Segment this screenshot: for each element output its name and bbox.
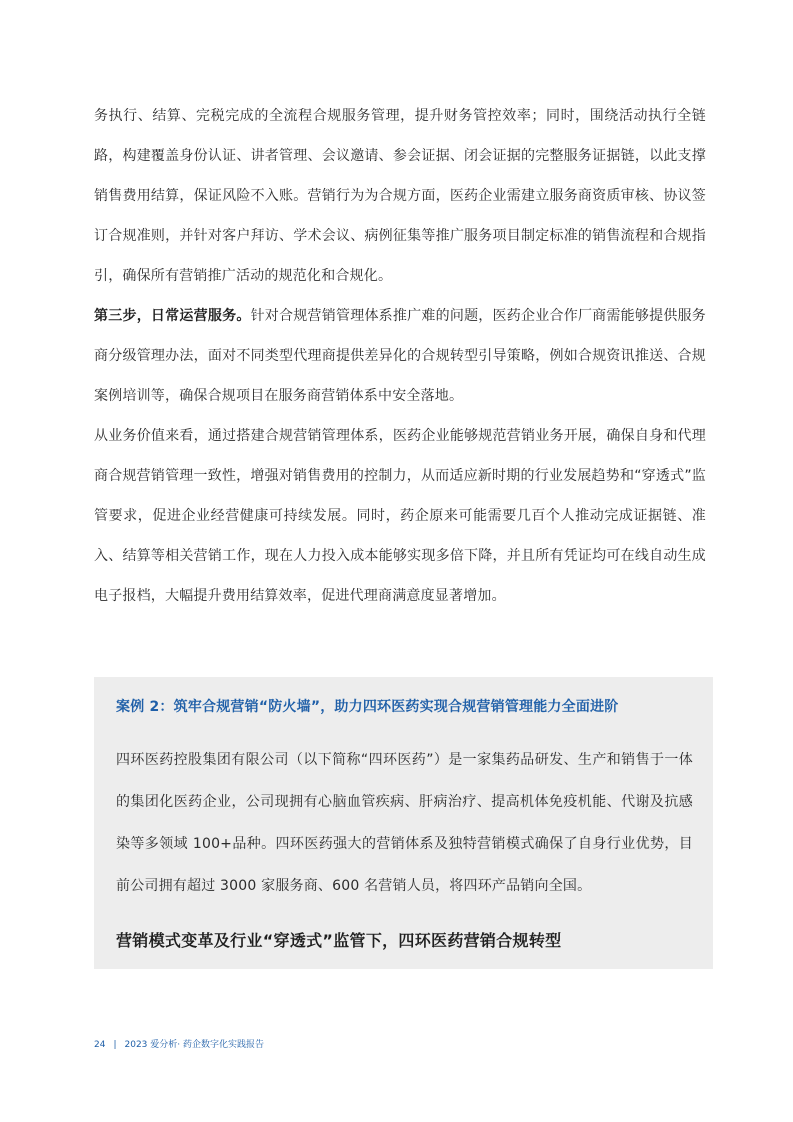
step-three-heading: 第三步，日常运营服务。 [94,308,251,324]
paragraph-step-three [94,296,706,416]
case-study-body: 四环医药控股集团有限公司（以下简称“四环医药”）是一家集药品研发、生产和销售于一体的集团化医药企业，公司现拥有心脑血管疾病、肝病治疗、提高机体免疫机能、代谢及抗感染等多领域 100+品种。四环医药强大的营销体系及独特营销模式确保了自身行业优势，目前公司拥有超过 3000 家服务商、600 名营销人员，将四环产品销向全国。 [116,752,693,894]
case-study-subheading: 营销模式变革及行业“穿透式”监管下，四环医药营销合规转型 [116,931,562,950]
case-study-title: 案例 2：筑牢合规营销“防火墙”，助力四环医药实现合规营销管理能力全面进阶 [116,699,619,715]
paragraph-compliance-service: 务执行、结算、完税完成的全流程合规服务管理，提升财务管控效率；同时，围绕活动执行全链路，构建覆盖身份认证、讲者管理、会议邀请、参会证据、闭会证据的完整服务证据链，以此支撑销售费用结算，保证风险不入账。营销行为为合规方面，医药企业需建立服务商资质审核、协议签订合规准则，并针对客户拜访、学术会议、病例征集等推广服务项目制定标准的销售流程和合规指引，确保所有营销推广活动的规范化和合规化。 [94,108,706,284]
footer-separator: | [113,1040,117,1050]
paragraph-business-value: 从业务价值来看，通过搭建合规营销管理体系，医药企业能够规范营销业务开展，确保自身和代理商合规营销管理一致性，增强对销售费用的控制力，从而适应新时期的行业发展趋势和“穿透式”监管要求，促进企业经营健康可持续发展。同时，药企原来可能需要几百个人推动完成证据链、准入、结算等相关营销工作，现在人力投入成本能够实现多倍下降，并且所有凭证均可在线自动生成电子报档，大幅提升费用结算效率，促进代理商满意度显著增加。 [94,428,706,604]
report-title: 2023 爱分析· 药企数字化实践报告 [124,1040,264,1050]
case-study-box [94,677,713,969]
page-number: 24 [94,1040,106,1050]
page-footer [94,1037,264,1050]
main-content [94,96,706,616]
step-three-text: 针对合规营销管理体系推广难的问题，医药企业合作厂商需能够提供服务商分级管理办法，面对不同类型代理商提供差异化的合规转型引导策略，例如合规资讯推送、合规案例培训等，确保合规项目在服务商营销体系中安全落地。 [94,308,707,404]
